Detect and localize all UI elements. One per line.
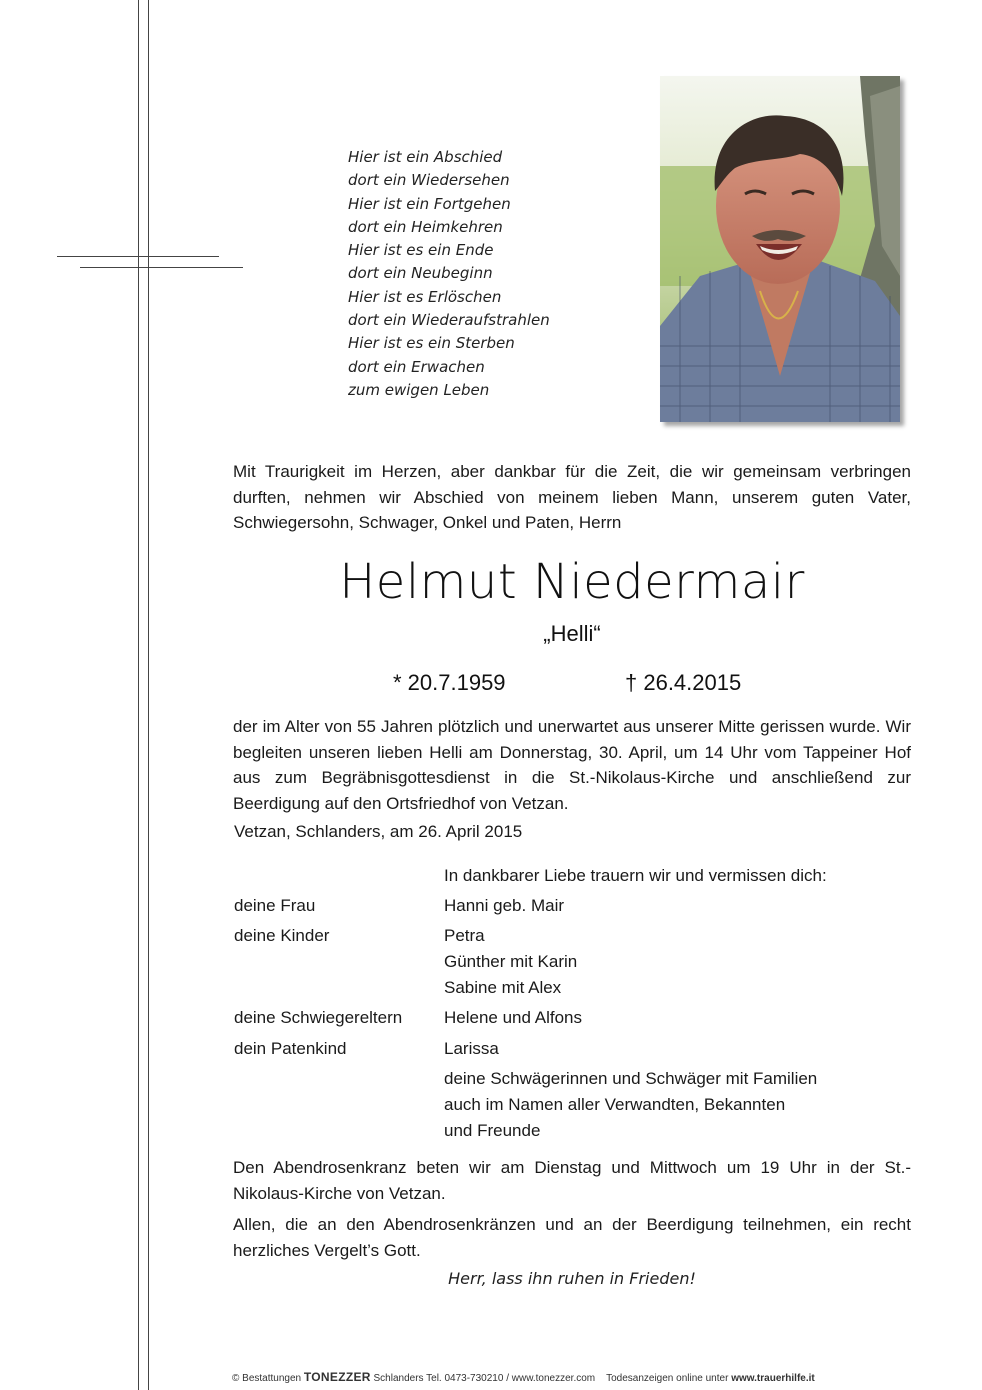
mourner-label-godchild: dein Patenkind <box>234 1039 347 1058</box>
mourner-label-wife: deine Frau <box>234 896 316 915</box>
deceased-nickname: „Helli“ <box>543 621 601 646</box>
footer-prefix: © Bestattungen <box>232 1373 302 1384</box>
funeral-details-paragraph: der im Alter von 55 Jahren plötzlich und unerwartet aus unserer Mitte gerissen wurde. Wir begleiten unseren lieben Helli am Donnerstag, 30. April, um 14 Uhr vom Tappeiner Hof aus zum Begräbnisgottesdienst in die St.-Nikolaus-Kirche und anschließend zur Beerdigung auf den Ortsfriedhof von Vetzan. <box>233 717 911 813</box>
mourner-others: deine Schwägerinnen und Schwäger mit Familien <box>444 1069 818 1088</box>
mourner-label-inlaws: deine Schwiegereltern <box>234 1008 403 1027</box>
poem-line: Hier ist es ein Sterben <box>348 334 515 353</box>
poem-line: dort ein Neubeginn <box>348 264 493 283</box>
mourner-others: und Freunde <box>444 1121 541 1140</box>
mourner-child: Petra <box>444 926 485 945</box>
footer-brand: TONEZZER <box>303 1370 371 1384</box>
birth-date: * 20.7.1959 <box>393 670 506 695</box>
poem-line: Hier ist ein Abschied <box>348 148 503 166</box>
mourners-intro: In dankbarer Liebe trauern wir und vermissen dich: <box>444 866 827 885</box>
mourner-child: Günther mit Karin <box>444 952 578 971</box>
deceased-name: Helmut Niedermair <box>339 554 805 610</box>
portrait-photo <box>660 76 900 422</box>
mourner-child: Sabine mit Alex <box>444 978 562 997</box>
death-date: † 26.4.2015 <box>625 670 742 695</box>
poem <box>348 146 648 402</box>
mourner-wife: Hanni geb. Mair <box>444 896 565 915</box>
footer-contact: Schlanders Tel. 0473-730210 / www.tonezzer.com <box>373 1373 596 1384</box>
poem-line: Hier ist es ein Ende <box>348 241 494 260</box>
closing-prayer: Herr, lass ihn ruhen in Frieden! <box>448 1269 696 1288</box>
mourner-godchild: Larissa <box>444 1039 499 1058</box>
footer <box>232 1370 815 1384</box>
poem-line: Hier ist es Erlöschen <box>348 287 502 306</box>
cross-horizontal-beam-upper <box>57 256 219 257</box>
cross-vertical-beam <box>138 0 150 1390</box>
poem-line: zum ewigen Leben <box>348 380 490 399</box>
poem-line: dort ein Wiedersehen <box>348 171 510 190</box>
mourner-inlaws: Helene und Alfons <box>444 1008 582 1027</box>
rosary-paragraph: Den Abendrosenkranz beten wir am Dienstag und Mittwoch um 19 Uhr in der St.-Nikolaus-Kirche von Vetzan. <box>233 1158 911 1203</box>
poem-line: Hier ist ein Fortgehen <box>348 194 511 213</box>
mourner-others: auch im Namen aller Verwandten, Bekannten <box>444 1095 786 1114</box>
poem-line: dort ein Erwachen <box>348 357 485 376</box>
footer-online-label: Todesanzeigen online unter <box>606 1373 729 1384</box>
poem-line: dort ein Heimkehren <box>348 217 503 236</box>
thanks-paragraph: Allen, die an den Abendrosenkränzen und an der Beerdigung teilnehmen, ein recht herzliches Vergelt’s Gott. <box>233 1215 911 1260</box>
intro-paragraph: Mit Traurigkeit im Herzen, aber dankbar für die Zeit, die wir gemeinsam verbringen durften, nehmen wir Abschied von meinem lieben Mann, unserem guten Vater, Schwiegersohn, Schwager, Onkel und Paten, Herrn <box>233 462 911 533</box>
poem-line: dort ein Wiederaufstrahlen <box>348 311 550 330</box>
place-date: Vetzan, Schlanders, am 26. April 2015 <box>234 822 523 841</box>
mourner-label-children: deine Kinder <box>234 926 330 945</box>
footer-site-link[interactable]: www.trauerhilfe.it <box>731 1373 815 1384</box>
cross-horizontal-beam-lower <box>80 267 243 268</box>
